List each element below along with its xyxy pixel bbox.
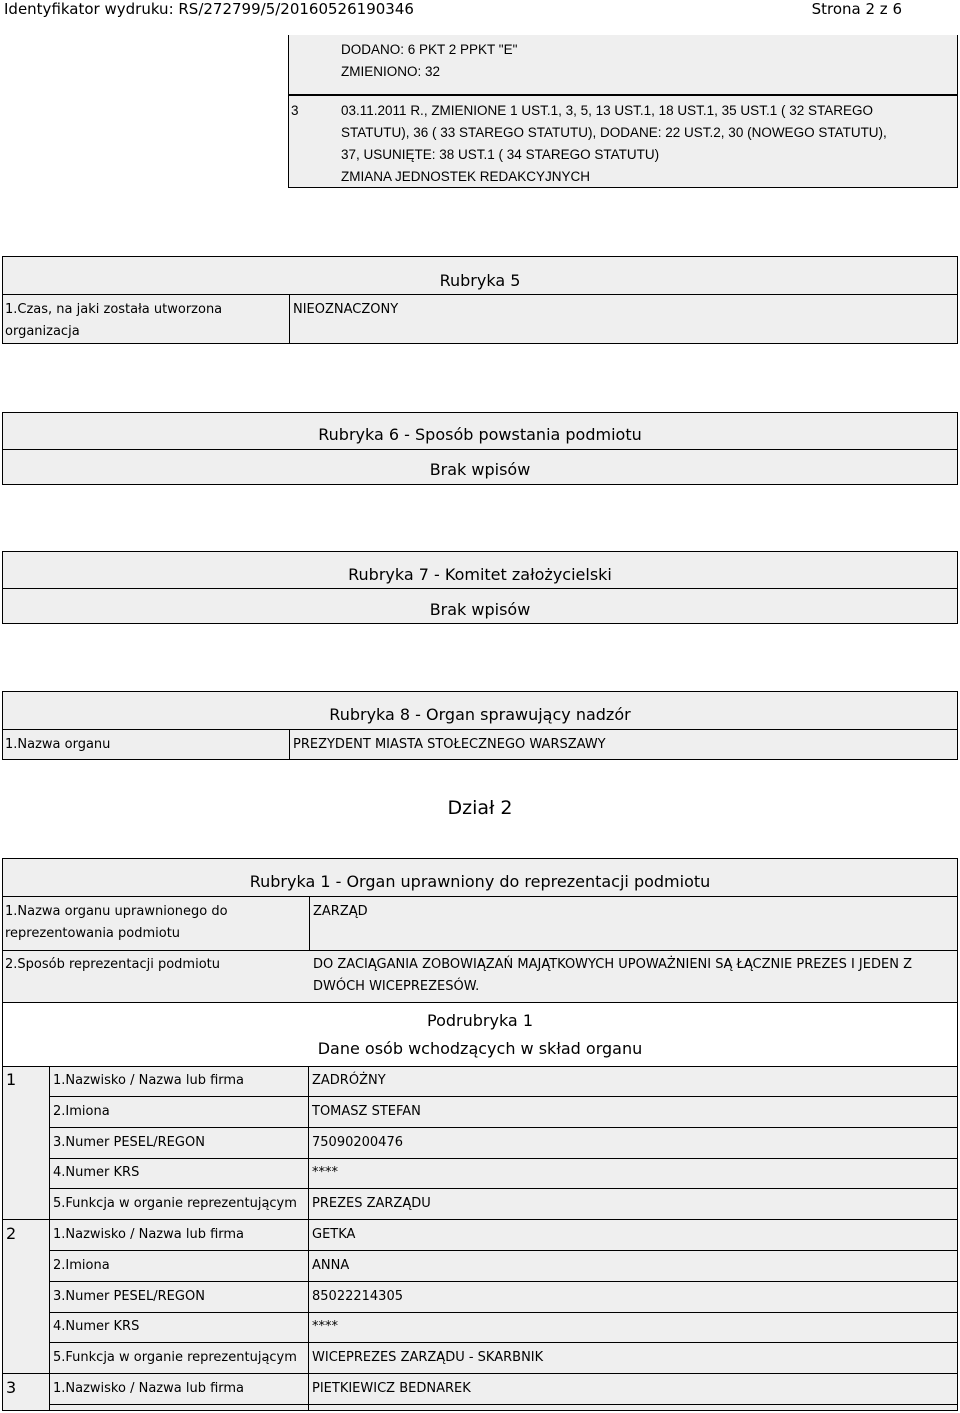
person-field-label: 4.Numer KRS xyxy=(53,1319,140,1335)
podrubryka-subtitle: Dane osób wchodzących w skład organu xyxy=(317,1039,643,1058)
field-value: DWÓCH WICEPREZESÓW. xyxy=(313,979,480,994)
empty-notice: Brak wpisów xyxy=(429,600,531,619)
rubryka-6-title: Rubryka 6 - Sposób powstania podmiotu xyxy=(318,425,642,444)
person-field-value: PIETKIEWICZ BEDNAREK xyxy=(312,1381,471,1396)
history-row-2 xyxy=(288,35,958,95)
person-number: 1 xyxy=(6,1070,17,1089)
person-field-label: 3.Numer PESEL/REGON xyxy=(53,1134,205,1150)
history-line: STATUTU), 36 ( 33 STAREGO STATUTU), DODANE: 22 UST.2, 30 (NOWEGO STATUTU), xyxy=(341,125,887,140)
person-field-value: **** xyxy=(312,1319,338,1335)
rubryka-6 xyxy=(2,412,958,485)
person-field-value: WICEPREZES ZARZĄDU - SKARBNIK xyxy=(312,1350,544,1365)
person-number: 3 xyxy=(6,1378,17,1397)
history-entry-number: 3 xyxy=(291,103,299,118)
field-label: 1.Nazwa organu uprawnionego do xyxy=(5,904,228,919)
person-field-label: 4.Numer KRS xyxy=(53,1165,140,1181)
person-field-label: 5.Funkcja w organie reprezentującym xyxy=(53,1350,297,1365)
person-field-value: TOMASZ STEFAN xyxy=(312,1103,421,1119)
rubryka-7 xyxy=(2,551,958,624)
person-field-value: ZADRÓŻNY xyxy=(312,1073,386,1088)
field-label: reprezentowania podmiotu xyxy=(5,926,181,941)
person-field-label: 2.Imiona xyxy=(53,1257,110,1273)
rubryka-5-title: Rubryka 5 xyxy=(439,271,521,290)
history-line: ZMIENIONO: 32 xyxy=(341,64,441,79)
dzial2-rubryka-1-title: Rubryka 1 - Organ uprawniony do reprezentacji podmiotu xyxy=(249,872,711,891)
podrubryka-title: Podrubryka 1 xyxy=(427,1011,533,1030)
rubryka-8 xyxy=(2,691,958,760)
podrubryka-header xyxy=(2,1002,958,1066)
person-field-label: 1.Nazwisko / Nazwa lub firma xyxy=(53,1073,245,1088)
person-field-label: 2.Imiona xyxy=(53,1103,110,1119)
field-value: PREZYDENT MIASTA STOŁECZNEGO WARSZAWY xyxy=(293,737,606,752)
field-value: DO ZACIĄGANIA ZOBOWIĄZAŃ MAJĄTKOWYCH UPOWAŻNIENI SĄ ŁĄCZNIE PREZES I JEDEN Z xyxy=(313,957,912,972)
history-line: 37, USUNIĘTE: 38 UST.1 ( 34 STAREGO STATUTU) xyxy=(341,147,660,162)
field-value: ZARZĄD xyxy=(313,904,368,919)
section-title: Dział 2 xyxy=(447,797,513,819)
history-line: ZMIANA JEDNOSTEK REDAKCYJNYCH xyxy=(341,169,591,184)
person-field-value: ANNA xyxy=(312,1257,350,1273)
page-number: Strona 2 z 6 xyxy=(811,0,902,18)
field-label: 1.Czas, na jaki została utworzona xyxy=(5,302,223,317)
print-identifier: Identyfikator wydruku: RS/272799/5/20160526190346 xyxy=(4,0,414,18)
person-field-value: 75090200476 xyxy=(312,1134,403,1150)
person-number: 2 xyxy=(6,1224,17,1243)
empty-notice: Brak wpisów xyxy=(429,460,531,479)
rubryka-8-title: Rubryka 8 - Organ sprawujący nadzór xyxy=(329,705,631,724)
rubryka-5 xyxy=(2,256,958,344)
history-row-3 xyxy=(288,95,958,188)
person-field-value: 85022214305 xyxy=(312,1288,403,1304)
field-label: 1.Nazwa organu xyxy=(5,737,111,752)
rubryka-7-title: Rubryka 7 - Komitet założycielski xyxy=(348,565,612,584)
person-field-value: PREZES ZARZĄDU xyxy=(312,1196,431,1211)
history-line: 03.11.2011 R., ZMIENIONE 1 UST.1, 3, 5, 13 UST.1, 18 UST.1, 35 UST.1 ( 32 STAREGO xyxy=(341,103,873,118)
person-field-value: **** xyxy=(312,1165,338,1181)
field-label: 2.Sposób reprezentacji podmiotu xyxy=(5,957,220,972)
field-label: organizacja xyxy=(5,324,80,339)
history-line: DODANO: 6 PKT 2 PPKT "E" xyxy=(341,42,518,57)
person-field-label: 5.Funkcja w organie reprezentującym xyxy=(53,1196,297,1211)
person-field-label: 3.Numer PESEL/REGON xyxy=(53,1288,205,1304)
person-field-value: GETKA xyxy=(312,1227,356,1242)
field-value: NIEOZNACZONY xyxy=(293,302,399,317)
person-field-label: 1.Nazwisko / Nazwa lub firma xyxy=(53,1381,245,1396)
person-field-label: 1.Nazwisko / Nazwa lub firma xyxy=(53,1227,245,1242)
